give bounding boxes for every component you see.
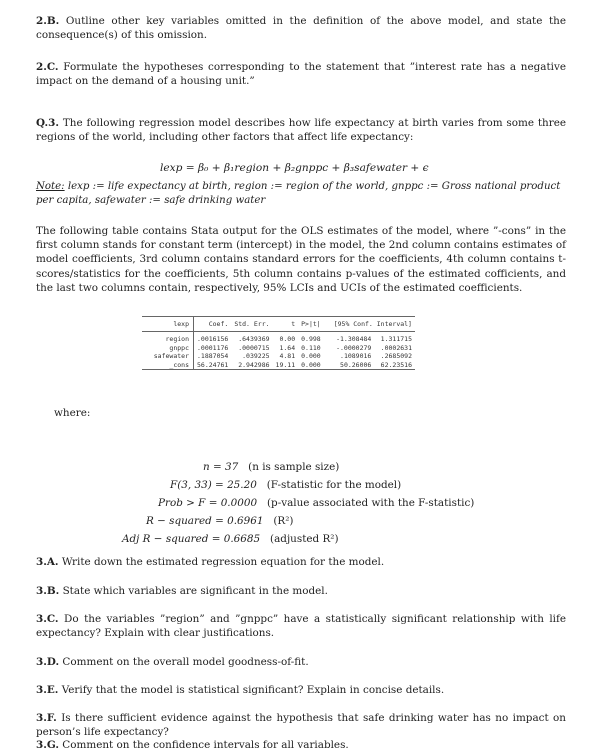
question-3	[36, 116, 566, 144]
cell-uci: 1.311715	[380, 335, 412, 344]
question-label: Q.3.	[36, 117, 59, 129]
stat-prob	[158, 497, 474, 509]
stat-r2	[146, 515, 293, 527]
cell-coef: .0016156	[197, 335, 229, 344]
table-row	[142, 332, 415, 344]
question-label: 2.C.	[36, 61, 59, 73]
question-label: 3.A.	[36, 556, 59, 568]
cell-coef: .1887054	[197, 352, 229, 361]
question-text: Verify that the model is statistical significant? Explain in concise details.	[61, 684, 445, 696]
cell-lci: 50.26006	[340, 361, 372, 370]
question-text: Comment on the confidence intervals for all variables.	[62, 739, 349, 751]
cell-se: .0000715	[238, 343, 270, 352]
note-text: lexp := life expectancy at birth, region := region of the world, gnppc := Gross national product per capita, safewater := safe drinking water	[36, 181, 561, 206]
table-row	[142, 344, 415, 353]
stat-r2-value: R − squared = 0.6961	[146, 515, 264, 527]
question-text: Is there sufficient evidence against the hypothesis that safe drinking water has no impact on person’s life expectancy?	[36, 712, 566, 739]
question-label: 3.G.	[36, 739, 59, 751]
question-text: Do the variables ”region” and ”gnppc” have a statistically significant relationship with life expectancy? Explain with clear justifications.	[36, 613, 567, 640]
question-label: 2.B.	[36, 15, 60, 27]
stat-f-value: F(3, 33) = 25.20	[170, 479, 257, 491]
stat-r2-desc: (R²)	[273, 515, 294, 527]
header-se: Std. Err.	[231, 317, 272, 332]
question-text: Comment on the overall model goodness-of-fit.	[62, 656, 309, 668]
question-text: Write down the estimated regression equation for the model.	[61, 556, 385, 568]
stat-n-desc: (n is sample size)	[248, 461, 340, 473]
header-coef: Coef.	[194, 317, 232, 332]
question-label: 3.B.	[36, 585, 60, 597]
cell-t: 4.81	[279, 352, 296, 361]
question-3a	[36, 555, 566, 569]
model-equation: lexp = β₀ + β₁region + β₂gnppc + β₃safewater + ϵ	[160, 162, 429, 174]
cell-lci: -.0000279	[336, 343, 372, 352]
variable-note	[36, 180, 566, 208]
stat-adjr2	[122, 533, 339, 545]
cell-uci: .2685092	[380, 352, 412, 361]
stat-prob-desc: (p-value associated with the F-statistic)	[266, 497, 475, 509]
row-name: gnppc	[142, 344, 194, 353]
question-text: Formulate the hypotheses corresponding to the statement that ”interest rate has a negative impact on the demand of a housing unit.”	[36, 61, 566, 88]
cell-t: 19.11	[275, 361, 296, 370]
where-label: where:	[54, 407, 91, 419]
header-ci: [95% Conf. Interval]	[324, 317, 415, 332]
cell-p: 0.998	[301, 335, 321, 344]
stat-n	[203, 461, 339, 473]
stat-prob-value: Prob > F = 0.0000	[158, 497, 258, 509]
question-3f	[36, 711, 566, 739]
cell-se: .6439369	[238, 335, 270, 344]
question-label: 3.F.	[36, 712, 57, 724]
note-label: Note:	[36, 181, 65, 192]
question-label: 3.C.	[36, 613, 59, 625]
question-3g	[36, 738, 566, 752]
stata-output-table	[142, 316, 415, 370]
stat-f-desc: (F-statistic for the model)	[266, 479, 402, 491]
cell-p: 0.000	[301, 361, 321, 370]
header-p: P>|t|	[298, 317, 324, 332]
cell-p: 0.110	[301, 343, 321, 352]
question-label: 3.E.	[36, 684, 59, 696]
question-text: State which variables are significant in the model.	[62, 585, 328, 597]
question-3b	[36, 584, 566, 598]
cell-uci: 62.23516	[380, 361, 412, 370]
row-name: region	[142, 332, 194, 344]
question-label: 3.D.	[36, 656, 60, 668]
question-3e	[36, 683, 566, 697]
table-intro: The following table contains Stata output for the OLS estimates of the model, where ”-cons” in the first column stands for constant term (intercept) in the model, the 2nd column contains estimates of model coefficients, 3rd column contains standard errors for the coefficients, 4th column contains t-scores/statistics for the coefficients, 5th column contains p-values of the estimated cofficients, and the last two columns contain, respectively, 95% LCIs and UCIs of the estimated coefficients.	[36, 225, 566, 294]
stat-n-value: n = 37	[203, 461, 239, 473]
cell-lci: .1089016	[340, 352, 372, 361]
cell-t: 1.64	[279, 343, 296, 352]
row-name: safewater	[142, 352, 194, 361]
cell-se: 2.942986	[238, 361, 270, 370]
table-row	[142, 361, 415, 370]
cell-coef: .0001176	[197, 343, 229, 352]
header-t: t	[273, 317, 299, 332]
row-name: _cons	[142, 361, 194, 370]
question-text: The following regression model describes how life expectancy at birth varies from some three regions of the world, including other factors that affect life expectancy:	[36, 117, 566, 144]
question-3d	[36, 655, 566, 669]
cell-se: .039225	[242, 352, 270, 361]
question-2c	[36, 60, 566, 88]
cell-coef: 56.24761	[197, 361, 229, 370]
cell-p: 0.000	[301, 352, 321, 361]
stat-adjr2-desc: (adjusted R²)	[270, 533, 339, 545]
header-depvar: lexp	[142, 317, 194, 332]
question-text: Outline other key variables omitted in the definition of the above model, and state the consequence(s) of this omission.	[36, 15, 566, 42]
cell-t: 0.00	[279, 335, 296, 344]
question-2b	[36, 14, 566, 42]
table-row	[142, 352, 415, 361]
cell-uci: .0002631	[380, 343, 412, 352]
stat-adjr2-value: Adj R − squared = 0.6685	[122, 533, 261, 545]
stat-f	[170, 479, 401, 491]
cell-lci: -1.308484	[336, 335, 372, 344]
question-3c	[36, 612, 566, 640]
table-header-row	[142, 317, 415, 332]
